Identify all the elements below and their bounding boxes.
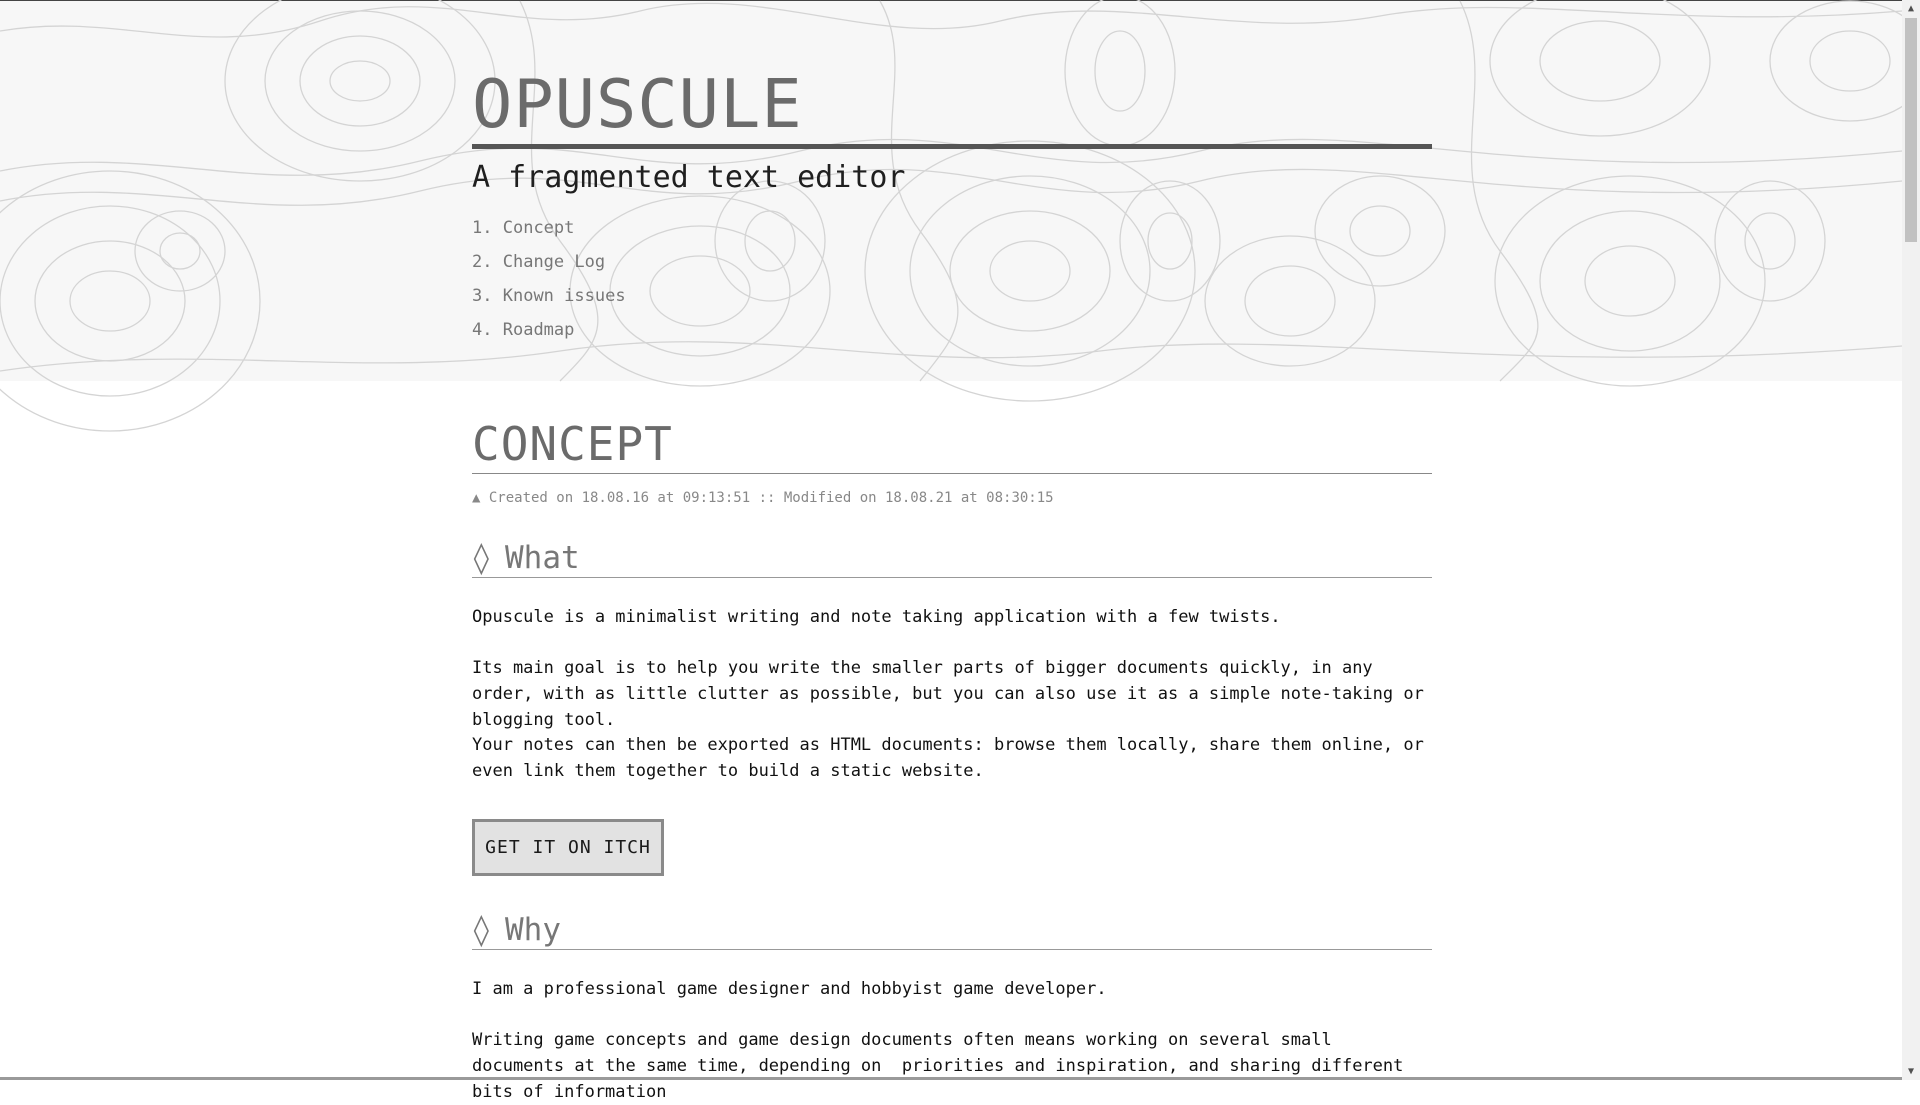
subheading-label: What bbox=[505, 540, 580, 576]
toc-link-concept[interactable]: Concept bbox=[502, 218, 575, 238]
paragraph: I am a professional game designer and hobbyist game developer. bbox=[472, 979, 1107, 999]
bottom-border bbox=[0, 1077, 1902, 1080]
toc-link-roadmap[interactable]: Roadmap bbox=[502, 320, 575, 340]
vertical-scrollbar[interactable] bbox=[1902, 0, 1920, 1080]
toc-number: 3. bbox=[472, 286, 493, 306]
table-of-contents bbox=[472, 214, 626, 350]
subheading-label: Why bbox=[505, 912, 561, 948]
toc-item-concept bbox=[472, 214, 626, 248]
toc-number: 2. bbox=[472, 252, 493, 272]
subheading-rule bbox=[472, 949, 1432, 950]
site-subtitle: A fragmented text editor bbox=[472, 160, 906, 195]
paragraph: Your notes can then be exported as HTML documents: browse them locally, share them online, or even link them together to build a static website. bbox=[472, 735, 1435, 781]
subheading-what bbox=[472, 538, 580, 578]
diamond-icon: ◊ bbox=[472, 912, 491, 948]
subheading-why bbox=[472, 910, 561, 950]
paragraph: Its main goal is to help you write the smaller parts of bigger documents quickly, in any order, with as little clutter as possible, but you can also use it as a simple note-taking or blogging tool. bbox=[472, 658, 1435, 730]
diamond-icon: ◊ bbox=[472, 540, 491, 576]
get-it-on-itch-button[interactable]: GET IT ON ITCH bbox=[472, 819, 664, 876]
toc-number: 1. bbox=[472, 218, 493, 238]
paragraph: Writing game concepts and game design documents often means working on several small documents at the same time, depending on priorities and inspiration, and sharing different bits of information bbox=[472, 1030, 1414, 1102]
toc-item-change-log bbox=[472, 248, 626, 282]
scrollbar-thumb[interactable] bbox=[1905, 18, 1917, 242]
scroll-down-arrow-icon[interactable]: ▼ bbox=[1907, 1066, 1915, 1077]
section-rule bbox=[472, 473, 1432, 474]
scroll-up-arrow-icon[interactable]: ▲ bbox=[1907, 3, 1915, 14]
topographic-background bbox=[0, 1, 1902, 381]
section-title-concept: CONCEPT bbox=[472, 417, 673, 471]
toc-number: 4. bbox=[472, 320, 493, 340]
subheading-rule bbox=[472, 577, 1432, 578]
toc-item-known-issues bbox=[472, 282, 626, 316]
toc-item-roadmap bbox=[472, 316, 626, 350]
title-rule bbox=[472, 144, 1432, 149]
paragraph: Opuscule is a minimalist writing and note taking application with a few twists. bbox=[472, 607, 1281, 627]
header-banner bbox=[0, 1, 1902, 381]
post-metadata: ▲ Created on 18.08.16 at 09:13:51 :: Modified on 18.08.21 at 08:30:15 bbox=[472, 490, 1054, 506]
toc-link-change-log[interactable]: Change Log bbox=[502, 252, 606, 272]
toc-link-known-issues[interactable]: Known issues bbox=[502, 286, 626, 306]
site-title: OPUSCULE bbox=[472, 65, 803, 143]
